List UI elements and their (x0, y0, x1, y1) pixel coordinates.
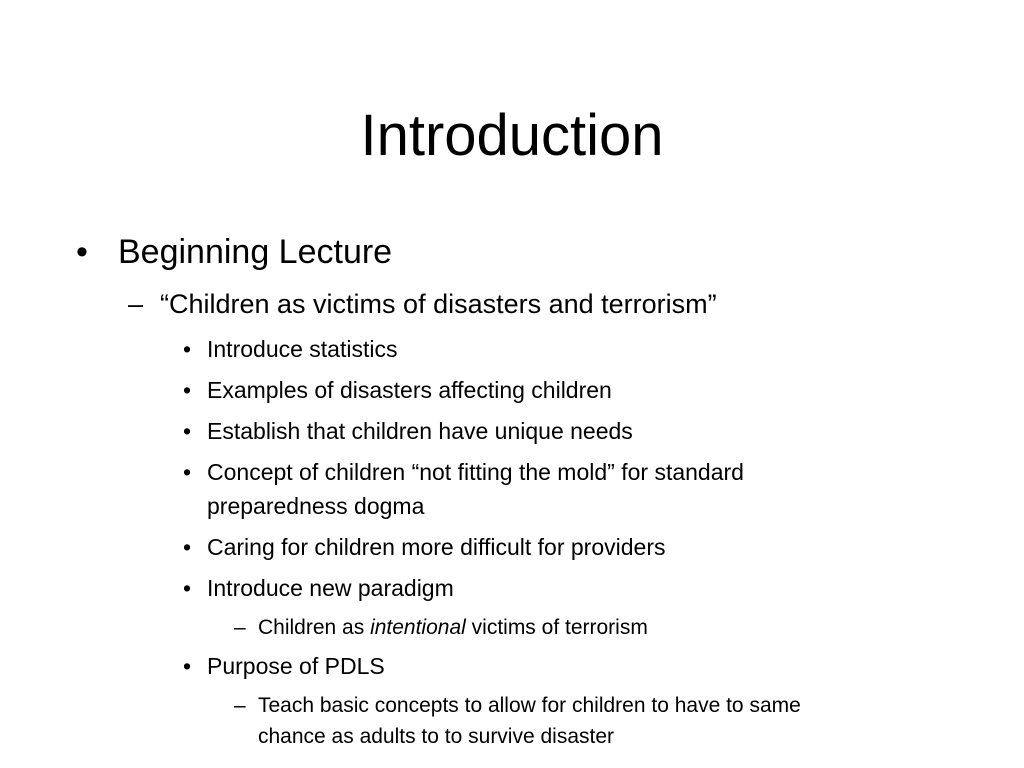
sub-sub-bullet-text-continued: preparedness dogma (207, 493, 425, 519)
level4-bullet-marker: – (234, 616, 246, 639)
sub-sub-bullet-text: Examples of disasters affecting children (207, 377, 612, 403)
sub-sub-bullet-marker: • (183, 534, 192, 560)
bullet-text: Beginning Lecture (118, 233, 393, 271)
sub-bullet-text: “Children as victims of disasters and terrorism” (160, 289, 717, 319)
level4-bullet-marker: – (234, 694, 246, 717)
sub-sub-bullet-marker: • (183, 459, 192, 485)
level4-bullet-text (258, 612, 648, 643)
level4-text-after: victims of terrorism (465, 616, 648, 639)
sub-bullet-marker: – (128, 289, 144, 319)
sub-sub-bullet-text: Establish that children have unique needs (207, 418, 633, 444)
sub-sub-bullet-text: Concept of children “not fitting the mold” for standard (207, 459, 744, 485)
sub-sub-bullet-marker: • (183, 377, 192, 403)
sub-sub-bullet-marker: • (183, 653, 192, 679)
level4-bullet-text-continued: chance as adults to to survive disaster (258, 725, 615, 748)
sub-sub-bullet-text: Purpose of PDLS (207, 653, 385, 679)
sub-sub-bullet-marker: • (183, 336, 192, 362)
level4-bullet-text: Teach basic concepts to allow for children to have to same (258, 694, 801, 717)
level4-text-italic: intentional (370, 616, 466, 639)
sub-sub-bullet-marker: • (183, 575, 192, 601)
level4-text-before: Children as (258, 616, 371, 639)
slide-title: Introduction (360, 103, 664, 168)
sub-sub-bullet-marker: • (183, 418, 192, 444)
sub-sub-bullet-text: Introduce new paradigm (207, 575, 454, 601)
bullet-marker: • (76, 233, 88, 271)
sub-sub-bullet-text: Caring for children more difficult for providers (207, 534, 666, 560)
sub-sub-bullet-text: Introduce statistics (207, 336, 398, 362)
